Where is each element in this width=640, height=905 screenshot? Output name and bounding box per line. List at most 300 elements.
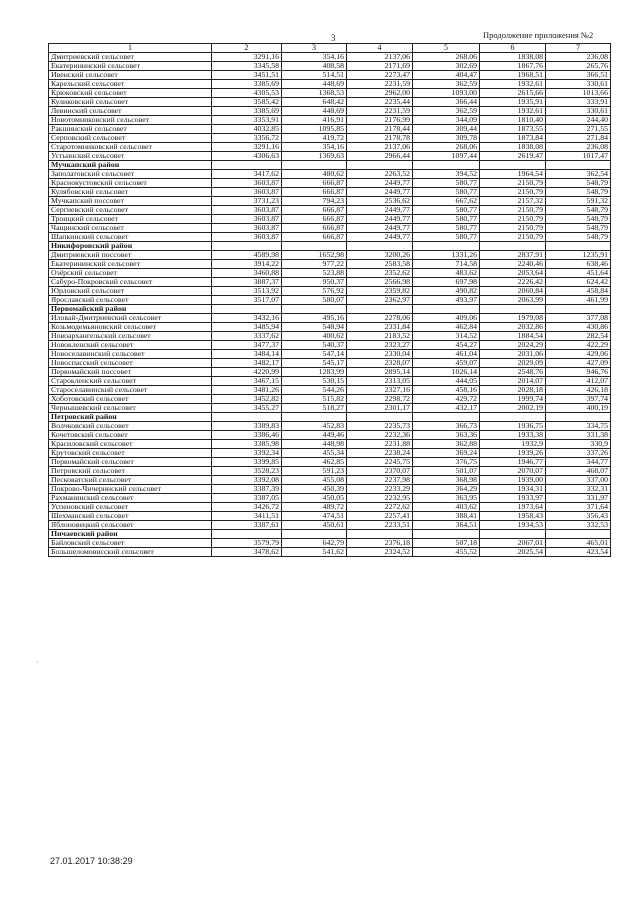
value-cell: 265,76 [546, 62, 611, 71]
value-cell: 2150,79 [480, 233, 546, 242]
value-cell: 580,77 [413, 215, 480, 224]
table-row [49, 278, 611, 287]
district-name: Петровский район [49, 413, 212, 422]
settlement-name: Шехманский сельсовет [49, 512, 212, 521]
table-row [49, 260, 611, 269]
value-cell: 3513,92 [212, 287, 282, 296]
value-cell: 334,75 [546, 422, 611, 431]
value-cell: 368,98 [413, 476, 480, 485]
settlement-name: Старотомниковский сельсовет [49, 143, 212, 152]
value-cell: 354,16 [282, 53, 347, 62]
table-row [49, 251, 611, 260]
value-cell [282, 161, 347, 170]
settlement-name: Ракшинский сельсовет [49, 125, 212, 134]
value-cell: 2449,77 [347, 206, 413, 215]
value-cell: 2273,47 [347, 71, 413, 80]
value-cell: 2137,06 [347, 53, 413, 62]
value-cell: 448,69 [282, 107, 347, 116]
value-cell: 3337,62 [212, 332, 282, 341]
value-cell: 714,58 [413, 260, 480, 269]
settlement-name: Красиловский сельсовет [49, 440, 212, 449]
value-cell: 1873,55 [480, 125, 546, 134]
value-cell: 404,47 [413, 71, 480, 80]
district-row [49, 161, 611, 170]
value-cell: 2449,77 [347, 179, 413, 188]
table-row [49, 89, 611, 98]
value-cell: 1968,51 [480, 71, 546, 80]
value-cell: 638,46 [546, 260, 611, 269]
settlement-name: Левинский сельсовет [49, 107, 212, 116]
value-cell: 3353,91 [212, 116, 282, 125]
value-cell: 462,85 [282, 458, 347, 467]
value-cell: 1979,08 [480, 314, 546, 323]
column-header: 3 [282, 44, 347, 53]
table-row [49, 467, 611, 476]
value-cell: 3467,15 [212, 377, 282, 386]
value-cell: 2449,77 [347, 215, 413, 224]
settlement-name: Шапкинский сельсовет [49, 233, 212, 242]
value-cell [347, 305, 413, 314]
value-cell [212, 305, 282, 314]
settlement-name: Новоселавинский сельсовет [49, 350, 212, 359]
value-cell: 422,29 [546, 341, 611, 350]
value-cell: 514,51 [282, 71, 347, 80]
value-cell: 423,54 [546, 548, 611, 557]
value-cell: 2449,77 [347, 188, 413, 197]
value-cell: 1283,99 [282, 368, 347, 377]
value-cell: 977,22 [282, 260, 347, 269]
value-cell: 1235,91 [546, 251, 611, 260]
value-cell [347, 161, 413, 170]
value-cell: 2137,06 [347, 143, 413, 152]
value-cell: 2257,41 [347, 512, 413, 521]
settlement-name: Кулябовский сельсовет [49, 188, 212, 197]
header-row [49, 44, 611, 53]
value-cell: 480,62 [282, 170, 347, 179]
value-cell: 468,07 [546, 467, 611, 476]
value-cell: 523,88 [282, 269, 347, 278]
value-cell: 331,97 [546, 494, 611, 503]
value-cell: 548,94 [282, 323, 347, 332]
table-row [49, 206, 611, 215]
settlement-name: Иловай-Дмитриевский сельсовет [49, 314, 212, 323]
settlement-name: Чащинский сельсовет [49, 224, 212, 233]
value-cell: 416,91 [282, 116, 347, 125]
column-header: 1 [49, 44, 212, 53]
value-cell [347, 413, 413, 422]
value-cell: 412,07 [546, 377, 611, 386]
value-cell: 271,55 [546, 125, 611, 134]
value-cell: 3603,87 [212, 179, 282, 188]
value-cell [413, 305, 480, 314]
value-cell: 1934,31 [480, 485, 546, 494]
value-cell: 444,05 [413, 377, 480, 386]
value-cell: 3411,51 [212, 512, 282, 521]
value-cell [282, 413, 347, 422]
value-cell: 1939,26 [480, 449, 546, 458]
value-cell: 547,14 [282, 350, 347, 359]
value-cell: 455,34 [282, 449, 347, 458]
table-row [49, 314, 611, 323]
value-cell: 3477,37 [212, 341, 282, 350]
table-row [49, 503, 611, 512]
value-cell: 2837,91 [480, 251, 546, 260]
value-cell [282, 530, 347, 539]
value-cell: 366,51 [546, 71, 611, 80]
settlement-name: Первомайский сельсовет [49, 458, 212, 467]
column-header: 4 [347, 44, 413, 53]
value-cell: 1933,38 [480, 431, 546, 440]
value-cell: 450,39 [282, 485, 347, 494]
value-cell: 3460,88 [212, 269, 282, 278]
table-row [49, 53, 611, 62]
district-row [49, 530, 611, 539]
table-row [49, 188, 611, 197]
table-body [49, 44, 611, 557]
value-cell: 4589,98 [212, 251, 282, 260]
value-cell: 330,61 [546, 107, 611, 116]
value-cell: 3887,37 [212, 278, 282, 287]
value-cell: 2063,99 [480, 296, 546, 305]
column-header: 2 [212, 44, 282, 53]
value-cell: 507,18 [413, 539, 480, 548]
value-cell: 461,04 [413, 350, 480, 359]
value-cell: 403,62 [413, 503, 480, 512]
value-cell: 1932,9 [480, 440, 546, 449]
value-cell: 1095,85 [282, 125, 347, 134]
value-cell: 3482,17 [212, 359, 282, 368]
value-cell: 344,09 [413, 116, 480, 125]
value-cell: 2237,98 [347, 476, 413, 485]
value-cell: 452,83 [282, 422, 347, 431]
value-cell: 364,51 [413, 521, 480, 530]
value-cell: 2449,77 [347, 233, 413, 242]
value-cell: 400,19 [546, 404, 611, 413]
value-cell: 363,36 [413, 431, 480, 440]
value-cell: 2966,44 [347, 152, 413, 161]
settlement-name: Сабуро-Покровский сельсовет [49, 278, 212, 287]
settlement-name: Карельский сельсовет [49, 80, 212, 89]
value-cell: 362,59 [413, 107, 480, 116]
value-cell: 337,00 [546, 476, 611, 485]
value-cell: 388,41 [413, 512, 480, 521]
value-cell: 3481,26 [212, 386, 282, 395]
value-cell: 3386,46 [212, 431, 282, 440]
value-cell [212, 530, 282, 539]
value-cell: 3399,85 [212, 458, 282, 467]
value-cell: 544,26 [282, 386, 347, 395]
table-row [49, 539, 611, 548]
settlement-name: Озёрский сельсовет [49, 269, 212, 278]
value-cell: 1934,53 [480, 521, 546, 530]
value-cell: 1369,63 [282, 152, 347, 161]
value-cell: 2178,78 [347, 134, 413, 143]
value-cell: 3385,98 [212, 440, 282, 449]
value-cell: 667,62 [413, 197, 480, 206]
value-cell [546, 530, 611, 539]
value-cell: 495,16 [282, 314, 347, 323]
value-cell [480, 305, 546, 314]
value-cell: 624,42 [546, 278, 611, 287]
value-cell: 394,52 [413, 170, 480, 179]
value-cell: 2272,62 [347, 503, 413, 512]
table-row [49, 431, 611, 440]
table-row [49, 494, 611, 503]
value-cell: 2313,05 [347, 377, 413, 386]
value-cell: 429,06 [546, 350, 611, 359]
value-cell: 666,87 [282, 233, 347, 242]
table-row [49, 71, 611, 80]
settlement-name: Кочетовский сельсовет [49, 431, 212, 440]
district-name: Первомайский район [49, 305, 212, 314]
table-row [49, 323, 611, 332]
value-cell: 2301,17 [347, 404, 413, 413]
value-cell: 1368,53 [282, 89, 347, 98]
value-cell: 356,43 [546, 512, 611, 521]
value-cell: 3387,05 [212, 494, 282, 503]
district-row [49, 413, 611, 422]
value-cell: 3603,87 [212, 233, 282, 242]
value-cell [480, 161, 546, 170]
value-cell: 4305,53 [212, 89, 282, 98]
table-row [49, 512, 611, 521]
value-cell: 376,75 [413, 458, 480, 467]
value-cell: 309,78 [413, 134, 480, 143]
value-cell [413, 413, 480, 422]
value-cell: 337,26 [546, 449, 611, 458]
value-cell: 1652,98 [282, 251, 347, 260]
value-cell: 461,99 [546, 296, 611, 305]
value-cell: 1973,64 [480, 503, 546, 512]
value-cell [282, 305, 347, 314]
value-cell [413, 161, 480, 170]
value-cell: 448,69 [282, 80, 347, 89]
value-cell: 465,01 [546, 539, 611, 548]
settlement-name: Краснокустовский сельсовет [49, 179, 212, 188]
value-cell: 490,82 [413, 287, 480, 296]
value-cell: 697,98 [413, 278, 480, 287]
value-cell: 648,42 [282, 98, 347, 107]
value-cell: 666,87 [282, 206, 347, 215]
table-row [49, 548, 611, 557]
value-cell: 541,62 [282, 548, 347, 557]
value-cell: 331,38 [546, 431, 611, 440]
value-cell: 2176,99 [347, 116, 413, 125]
settlement-name: Новоспасский сельсовет [49, 359, 212, 368]
district-name: Никифоровский район [49, 242, 212, 251]
value-cell: 330,9 [546, 440, 611, 449]
value-cell: 2150,79 [480, 179, 546, 188]
value-cell: 1999,74 [480, 395, 546, 404]
value-cell: 4220,99 [212, 368, 282, 377]
table-row [49, 134, 611, 143]
value-cell [546, 413, 611, 422]
value-cell: 591,32 [546, 197, 611, 206]
value-cell: 580,77 [413, 224, 480, 233]
value-cell: 580,07 [282, 296, 347, 305]
settlement-name: Крутовский сельсовет [49, 449, 212, 458]
table-row [49, 404, 611, 413]
value-cell: 1884,54 [480, 332, 546, 341]
value-cell: 3603,87 [212, 224, 282, 233]
value-cell: 1026,14 [413, 368, 480, 377]
value-cell: 1964,54 [480, 170, 546, 179]
value-cell: 2070,07 [480, 467, 546, 476]
settlement-name: Рахманинский сельсовет [49, 494, 212, 503]
value-cell [546, 242, 611, 251]
value-cell: 489,72 [282, 503, 347, 512]
table-row [49, 170, 611, 179]
value-cell: 2352,62 [347, 269, 413, 278]
value-cell: 545,17 [282, 359, 347, 368]
value-cell: 2548,76 [480, 368, 546, 377]
value-cell: 515,82 [282, 395, 347, 404]
value-cell: 268,06 [413, 143, 480, 152]
value-cell: 419,72 [282, 134, 347, 143]
value-cell: 366,73 [413, 422, 480, 431]
value-cell: 2331,84 [347, 323, 413, 332]
value-cell: 244,40 [546, 116, 611, 125]
value-cell: 2232,36 [347, 431, 413, 440]
budget-table [48, 43, 611, 557]
value-cell: 2583,58 [347, 260, 413, 269]
value-cell: 3426,72 [212, 503, 282, 512]
settlement-name: Петровский сельсовет [49, 467, 212, 476]
value-cell: 332,53 [546, 521, 611, 530]
value-cell: 2278,06 [347, 314, 413, 323]
table-row [49, 215, 611, 224]
page-number: 3 [331, 33, 336, 43]
table-row [49, 440, 611, 449]
value-cell: 3356,72 [212, 134, 282, 143]
value-cell [413, 530, 480, 539]
value-cell: 432,17 [413, 404, 480, 413]
value-cell: 3345,58 [212, 62, 282, 71]
settlement-name: Троицкий сельсовет [49, 215, 212, 224]
settlement-name: Новотомниковский сельсовет [49, 116, 212, 125]
table-row [49, 116, 611, 125]
value-cell: 794,23 [282, 197, 347, 206]
table-row [49, 449, 611, 458]
settlement-name: Екатерининский сельсовет [49, 62, 212, 71]
value-cell: 2032,86 [480, 323, 546, 332]
table-row [49, 458, 611, 467]
settlement-name: Покрово-Чичеринский сельсовет [49, 485, 212, 494]
table-row [49, 521, 611, 530]
value-cell: 2028,18 [480, 386, 546, 395]
value-cell: 1933,97 [480, 494, 546, 503]
value-cell: 2245,75 [347, 458, 413, 467]
value-cell: 2226,42 [480, 278, 546, 287]
value-cell: 3455,27 [212, 404, 282, 413]
value-cell: 3603,87 [212, 188, 282, 197]
table-row [49, 332, 611, 341]
value-cell: 449,46 [282, 431, 347, 440]
value-cell: 3291,16 [212, 53, 282, 62]
value-cell: 2002,19 [480, 404, 546, 413]
value-cell: 459,07 [413, 359, 480, 368]
value-cell: 430,86 [546, 323, 611, 332]
table-row [49, 179, 611, 188]
value-cell: 282,54 [546, 332, 611, 341]
value-cell: 548,79 [546, 188, 611, 197]
value-cell: 2150,79 [480, 188, 546, 197]
table-row [49, 152, 611, 161]
value-cell: 462,84 [413, 323, 480, 332]
value-cell: 408,58 [282, 62, 347, 71]
value-cell: 362,88 [413, 440, 480, 449]
value-cell: 302,69 [413, 62, 480, 71]
value-cell: 332,31 [546, 485, 611, 494]
value-cell: 314,52 [413, 332, 480, 341]
value-cell: 2362,97 [347, 296, 413, 305]
value-cell: 2323,27 [347, 341, 413, 350]
value-cell: 493,97 [413, 296, 480, 305]
value-cell: 2615,66 [480, 89, 546, 98]
table-row [49, 476, 611, 485]
table-row [49, 350, 611, 359]
value-cell: 2566,98 [347, 278, 413, 287]
value-cell: 642,79 [282, 539, 347, 548]
value-cell: 2330,04 [347, 350, 413, 359]
value-cell: 474,51 [282, 512, 347, 521]
settlement-name: Волчковский сельсовет [49, 422, 212, 431]
settlement-name: Песковатский сельсовет [49, 476, 212, 485]
value-cell: 483,62 [413, 269, 480, 278]
value-cell: 2619,47 [480, 152, 546, 161]
value-cell [347, 242, 413, 251]
value-cell: 2238,24 [347, 449, 413, 458]
value-cell: 946,76 [546, 368, 611, 377]
value-cell: 2178,44 [347, 125, 413, 134]
table-row [49, 368, 611, 377]
settlement-name: Мучкапский поссовет [49, 197, 212, 206]
value-cell: 2324,52 [347, 548, 413, 557]
value-cell: 448,98 [282, 440, 347, 449]
value-cell: 1838,08 [480, 53, 546, 62]
value-cell: 363,95 [413, 494, 480, 503]
table-row [49, 62, 611, 71]
value-cell: 1331,26 [413, 251, 480, 260]
value-cell: 3385,69 [212, 80, 282, 89]
value-cell: 450,61 [282, 521, 347, 530]
value-cell: 450,05 [282, 494, 347, 503]
value-cell: 580,77 [413, 233, 480, 242]
settlement-name: Крюковский сельсовет [49, 89, 212, 98]
settlement-name: Чернышевский сельсовет [49, 404, 212, 413]
value-cell: 501,07 [413, 467, 480, 476]
value-cell: 2150,79 [480, 224, 546, 233]
value-cell: 666,87 [282, 179, 347, 188]
value-cell: 268,06 [413, 53, 480, 62]
value-cell: 3603,87 [212, 206, 282, 215]
settlement-name: Большеломовисский сельсовет [49, 548, 212, 557]
table-row [49, 377, 611, 386]
table-row [49, 386, 611, 395]
table-row [49, 296, 611, 305]
value-cell [212, 161, 282, 170]
appendix-label: Продолжение приложения №2 [483, 30, 594, 40]
value-cell: 2233,51 [347, 521, 413, 530]
value-cell: 429,72 [413, 395, 480, 404]
value-cell: 548,79 [546, 206, 611, 215]
value-cell: 3387,39 [212, 485, 282, 494]
value-cell: 576,92 [282, 287, 347, 296]
value-cell: 458,16 [413, 386, 480, 395]
value-cell: 2067,01 [480, 539, 546, 548]
value-cell: 3385,69 [212, 107, 282, 116]
value-cell: 666,87 [282, 215, 347, 224]
